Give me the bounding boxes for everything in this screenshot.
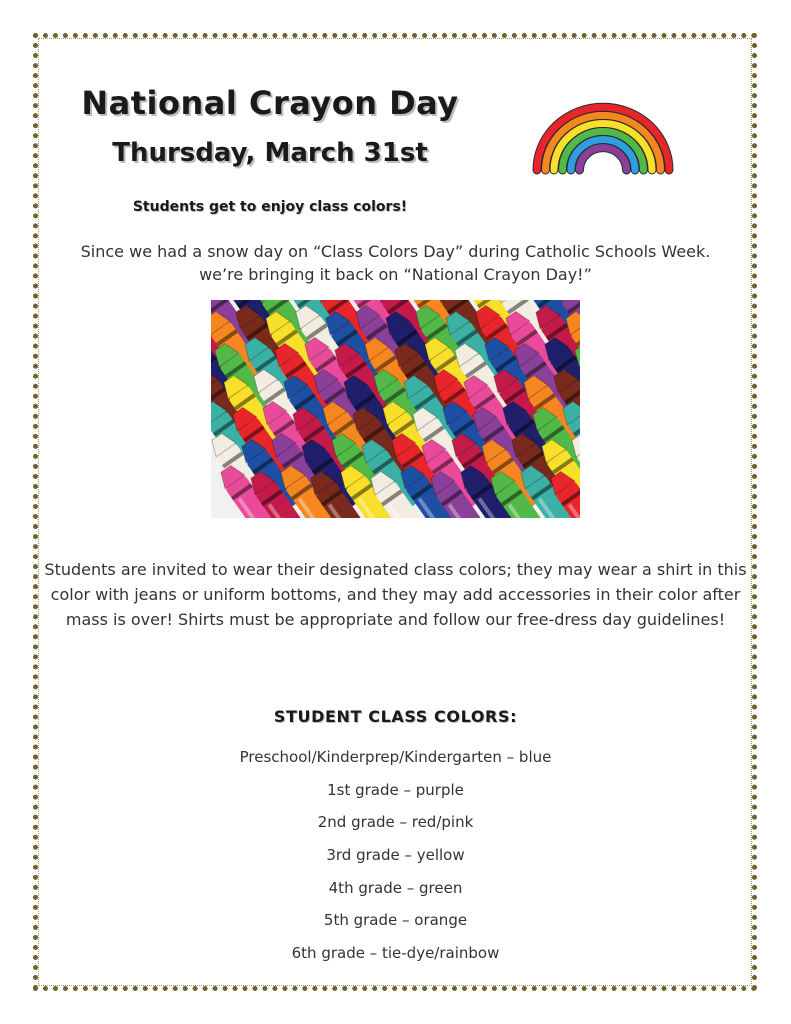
rainbow-band [580,148,627,170]
class-color-item: Preschool/Kinderprep/Kindergarten – blue [239,748,552,766]
class-color-item: 1st grade – purple [327,780,464,799]
class-color-item: 4th grade – green [328,878,463,897]
intro-text [48,240,743,286]
body-paragraph: Students are invited to wear their designated class colors; they may wear a shirt in this color with jeans or uniform bottoms, and they may add accessories in their color after mass is over! Shirts must be appropriate and follow our free-dress day guidelines! [44,560,747,629]
rainbow-icon [528,78,678,178]
class-color-item: 6th grade – tie-dye/rainbow [291,944,500,963]
class-color-item: 3rd grade – yellow [326,846,465,865]
crayons-photo [211,300,580,518]
intro-line-2: we’re bringing it back on “National Crayon Day!” [199,265,592,284]
class-color-item: 2nd grade – red/pink [317,813,474,832]
class-color-item: 5th grade – orange [323,911,468,930]
class-colors-list [40,744,751,973]
subheading: Students get to enjoy class colors! [132,199,408,215]
event-date: Thursday, March 31st [112,138,428,168]
class-colors-heading: STUDENT CLASS COLORS: [273,707,518,726]
flyer-title: National Crayon Day [81,84,459,122]
intro-line-1: Since we had a snow day on “Class Colors Day” during Catholic Schools Week. [80,242,711,261]
